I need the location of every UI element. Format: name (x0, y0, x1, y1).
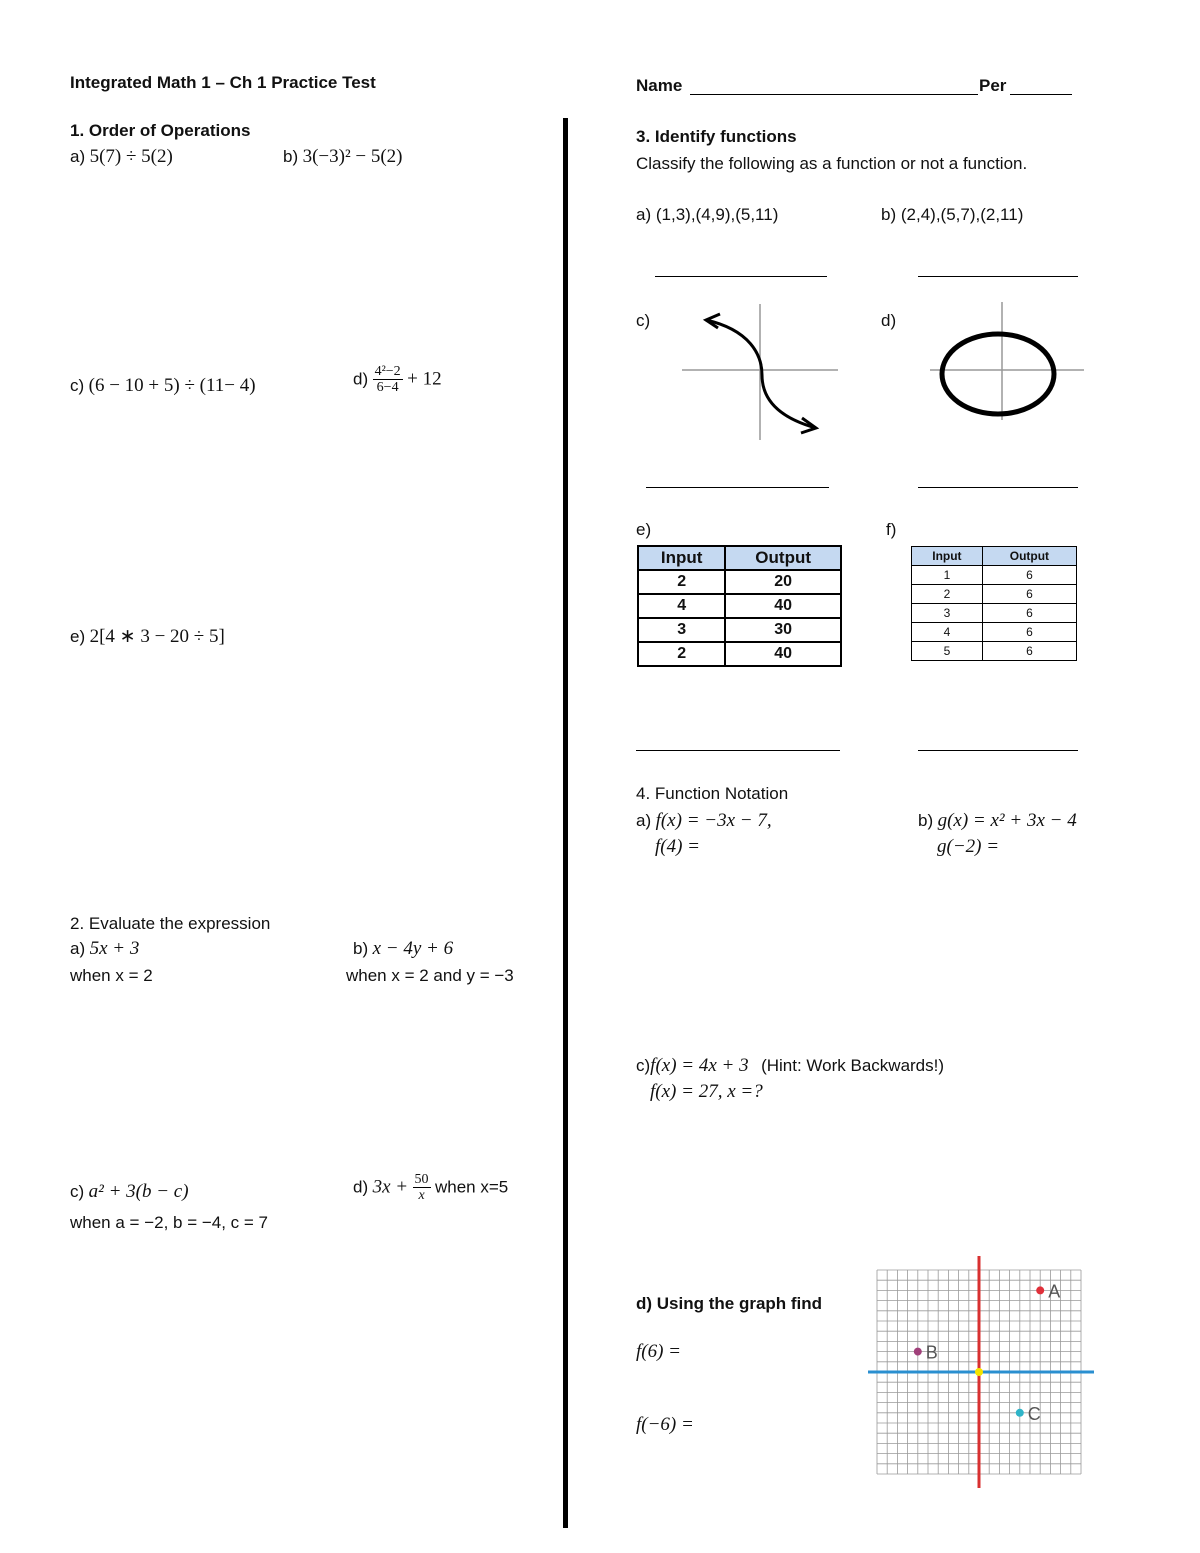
table-cell: 3 (638, 618, 725, 642)
q1-d: d) $\frac{\text{4²−2}}{6-4}$ + 12 (353, 364, 442, 395)
q1-e: e) 2[4 ∗ 3 − 20 ÷ 5] (70, 626, 225, 647)
q3-e-answer[interactable] (636, 750, 840, 751)
origin-point (975, 1368, 983, 1376)
table-cell: 6 (982, 585, 1076, 604)
q3-instruction: Classify the following as a function or not a function. (636, 154, 1028, 173)
q1-b-expr: 3(−3)² − 5(2) (302, 146, 403, 167)
q4-b-def: g(x) = x² + 3x − 4 (937, 810, 1077, 831)
q4-d-heading: d) Using the graph find (636, 1294, 823, 1313)
table-cell: 4 (912, 623, 983, 642)
q1-a-expr: 5(7) ÷ 5(2) (89, 146, 173, 167)
q1-d-fraction: $\frac{\text{4²−2}}{6-4}$ (374, 364, 401, 395)
q3-e-label: e) (636, 520, 652, 539)
table-cell: 2 (638, 570, 725, 594)
q3-d-label: d) (881, 311, 897, 330)
q2-a-expr: 5x + 3 (89, 938, 140, 959)
q3-a-answer[interactable] (655, 276, 827, 277)
table-header: Input (638, 546, 725, 570)
table-cell: 5 (912, 642, 983, 661)
point-label-A: A (1048, 1281, 1061, 1302)
q3-f-label: f) (886, 520, 897, 539)
q4-c-line2: f(x) = 27, x =? (650, 1081, 763, 1102)
q1-heading: 1. Order of Operations (70, 121, 251, 140)
point-C (1016, 1409, 1024, 1417)
q4-a-eval: f(4) = (655, 836, 701, 857)
q3-d-graph (928, 300, 1086, 422)
q4-a-def: f(x) = −3x − 7, (655, 810, 772, 831)
q3-c-answer[interactable] (646, 487, 829, 488)
table-cell: 3 (912, 604, 983, 623)
q3-e-table (637, 545, 842, 667)
table-cell: 40 (725, 642, 841, 666)
q3-heading: 3. Identify functions (636, 127, 797, 146)
q2-b-expr: x − 4y + 6 (372, 938, 454, 959)
point-B (914, 1348, 922, 1356)
q1-b: b) 3(−3)² − 5(2) (283, 146, 403, 167)
q4-d-eval2: f(−6) = (636, 1414, 694, 1435)
q3-a: a) (1,3),(4,9),(5,11) (636, 205, 779, 224)
name-label: Name (636, 76, 683, 95)
table-cell: 6 (982, 566, 1076, 585)
table-header: Output (982, 547, 1076, 566)
table-cell: 6 (982, 642, 1076, 661)
q2-d: d) 3x + $\frac{50}{x}$ when x=5 (353, 1172, 509, 1203)
q2-b: b) x − 4y + 6 (353, 938, 454, 959)
q3-f-table (911, 546, 1077, 661)
q4-c: c)f(x) = 4x + 3 (Hint: Work Backwards!) (636, 1055, 945, 1076)
table-header: Input (912, 547, 983, 566)
table-cell: 2 (638, 642, 725, 666)
q2-b-when: when x = 2 and y = −3 (346, 966, 514, 985)
name-field[interactable] (690, 94, 978, 95)
per-label: Per (979, 76, 1007, 95)
q2-a-when: when x = 2 (70, 966, 153, 985)
point-A (1036, 1286, 1044, 1294)
q2-c-expr: a² + 3(b − c) (88, 1181, 189, 1202)
q2-c-when: when a = −2, b = −4, c = 7 (70, 1213, 269, 1232)
q4-b: b) g(x) = x² + 3x − 4 (918, 810, 1077, 831)
table-cell: 20 (725, 570, 841, 594)
q2-a: a) 5x + 3 (70, 938, 140, 959)
q2-heading: 2. Evaluate the expression (70, 914, 271, 933)
q4-a: a) f(x) = −3x − 7, (636, 810, 772, 831)
q3-b: b) (2,4),(5,7),(2,11) (881, 205, 1024, 224)
q4-d-coordinate-graph (868, 1256, 1094, 1488)
q3-c-graph (680, 300, 840, 442)
q4-c-def: f(x) = 4x + 3 (650, 1055, 749, 1076)
q3-c-label: c) (636, 311, 651, 330)
worksheet-title: Integrated Math 1 – Ch 1 Practice Test (70, 73, 376, 92)
q4-c-hint: (Hint: Work Backwards!) (761, 1056, 945, 1075)
q2-d-fraction: $\frac{50}{x}$ (414, 1172, 429, 1203)
q4-d-eval1: f(6) = (636, 1341, 682, 1362)
table-cell: 6 (982, 623, 1076, 642)
table-cell: 6 (982, 604, 1076, 623)
q1-a: a) 5(7) ÷ 5(2) (70, 146, 173, 167)
period-field[interactable] (1010, 94, 1072, 95)
table-cell: 4 (638, 594, 725, 618)
table-cell: 40 (725, 594, 841, 618)
q4-heading: 4. Function Notation (636, 784, 789, 803)
q1-c-expr: (6 − 10 + 5) ÷ (11− 4) (88, 375, 256, 396)
q2-c: c) a² + 3(b − c) (70, 1181, 189, 1202)
table-cell: 30 (725, 618, 841, 642)
q1-e-expr: 2[4 ∗ 3 − 20 ÷ 5] (89, 626, 225, 647)
q3-b-answer[interactable] (918, 276, 1078, 277)
table-cell: 1 (912, 566, 983, 585)
table-header: Output (725, 546, 841, 570)
q3-f-answer[interactable] (918, 750, 1078, 751)
q1-c: c) (6 − 10 + 5) ÷ (11− 4) (70, 375, 256, 396)
column-divider (563, 118, 568, 1528)
point-label-B: B (925, 1342, 938, 1363)
table-cell: 2 (912, 585, 983, 604)
q4-b-eval: g(−2) = (937, 836, 1000, 857)
q3-d-answer[interactable] (918, 487, 1078, 488)
point-label-C: C (1027, 1403, 1041, 1424)
